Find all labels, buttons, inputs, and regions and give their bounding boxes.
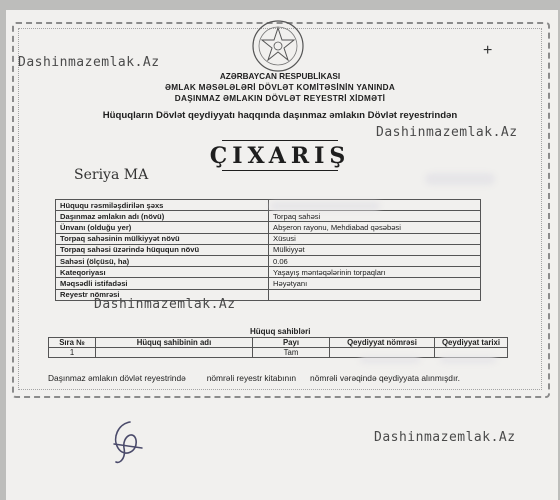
handwritten-signature bbox=[108, 418, 148, 466]
table-row bbox=[56, 267, 481, 278]
watermark: Dashinmazemlak.Az bbox=[374, 430, 516, 445]
header-line-2: ƏMLAK MƏSƏLƏLƏRİ DÖVLƏT KOMİTƏSİNİN YANINDA bbox=[164, 83, 396, 92]
series-label: Seriya MA bbox=[74, 167, 149, 183]
cell-no: 1 bbox=[49, 348, 96, 358]
row-label: Reyestr nömrəsi bbox=[56, 289, 269, 300]
header-line-1: AZƏRBAYCAN RESPUBLİKASI bbox=[219, 72, 341, 81]
watermark: Dashinmazemlak.Az bbox=[18, 55, 160, 70]
table-row bbox=[56, 211, 481, 222]
row-label: Torpaq sahəsinin mülkiyyət növü bbox=[56, 233, 269, 244]
property-info-table bbox=[55, 199, 481, 301]
redacted-owner-name bbox=[270, 202, 380, 210]
col-header-no: Sıra № bbox=[49, 338, 96, 348]
table-header-row bbox=[49, 338, 508, 348]
cell-name bbox=[96, 348, 253, 358]
row-label: Sahəsi (ölçüsü, ha) bbox=[56, 255, 269, 266]
title-rule-bottom bbox=[222, 170, 338, 171]
corner-mark: + bbox=[483, 42, 493, 59]
row-value: Yaşayış məntəqələrinin torpaqları bbox=[269, 267, 481, 278]
row-value: Həyətyanı bbox=[269, 278, 481, 289]
col-header-reg-date: Qeydiyyat tarixi bbox=[435, 338, 508, 348]
col-header-reg-number: Qeydiyyat nömrəsi bbox=[330, 338, 435, 348]
header-line-4: Hüquqların Dövlət qeydiyyatı haqqında daşınmaz əmlakın Dövlət reyestrindən bbox=[102, 110, 458, 121]
row-label: Daşınmaz əmlakın adı (növü) bbox=[56, 211, 269, 222]
cell-reg-date bbox=[435, 348, 508, 358]
row-label: Hüququ rəsmiləşdirilən şəxs bbox=[56, 200, 269, 211]
owners-title: Hüquq sahibləri bbox=[250, 327, 311, 336]
table-row bbox=[56, 278, 481, 289]
header-line-3: DAŞINMAZ ƏMLAKIN DÖVLƏT REYESTRİ XİDMƏTİ bbox=[174, 94, 386, 103]
col-header-share: Payı bbox=[253, 338, 330, 348]
table-row bbox=[56, 200, 481, 211]
row-value: Torpaq sahəsi bbox=[269, 211, 481, 222]
table-row bbox=[56, 233, 481, 244]
state-emblem-icon bbox=[250, 18, 306, 74]
redacted-series-number bbox=[425, 173, 495, 185]
row-value bbox=[269, 289, 481, 300]
table-row bbox=[56, 222, 481, 233]
row-value: Mülkiyyət bbox=[269, 244, 481, 255]
row-value: 0.06 bbox=[269, 255, 481, 266]
watermark: Dashinmazemlak.Az bbox=[94, 297, 236, 312]
owners-table bbox=[48, 337, 508, 358]
document-title: ÇIXARIŞ bbox=[209, 143, 351, 169]
cell-share: Tam bbox=[253, 348, 330, 358]
watermark: Dashinmazemlak.Az bbox=[376, 125, 518, 140]
table-row bbox=[56, 244, 481, 255]
cell-reg-number bbox=[330, 348, 435, 358]
table-row bbox=[49, 348, 508, 358]
col-header-name: Hüquq sahibinin adı bbox=[96, 338, 253, 348]
table-row bbox=[56, 255, 481, 266]
redacted-reg-date bbox=[440, 357, 496, 363]
row-value: Abşeron rayonu, Mehdiabad qəsəbəsi bbox=[269, 222, 481, 233]
registration-statement: Daşınmaz əmlakın dövlət reyestrində nömrəli reyestr kitabının nömrəli vərəqində qeydiyyata alınmışdır. bbox=[48, 373, 460, 383]
row-label: Torpaq sahəsi üzərində hüququn növü bbox=[56, 244, 269, 255]
row-label: Kateqoriyası bbox=[56, 267, 269, 278]
row-label: Məqsədli istifadəsi bbox=[56, 278, 269, 289]
redacted-reg-number bbox=[360, 357, 420, 363]
row-label: Ünvanı (olduğu yer) bbox=[56, 222, 269, 233]
title-rule-top bbox=[222, 140, 338, 141]
row-value: Xüsusi bbox=[269, 233, 481, 244]
